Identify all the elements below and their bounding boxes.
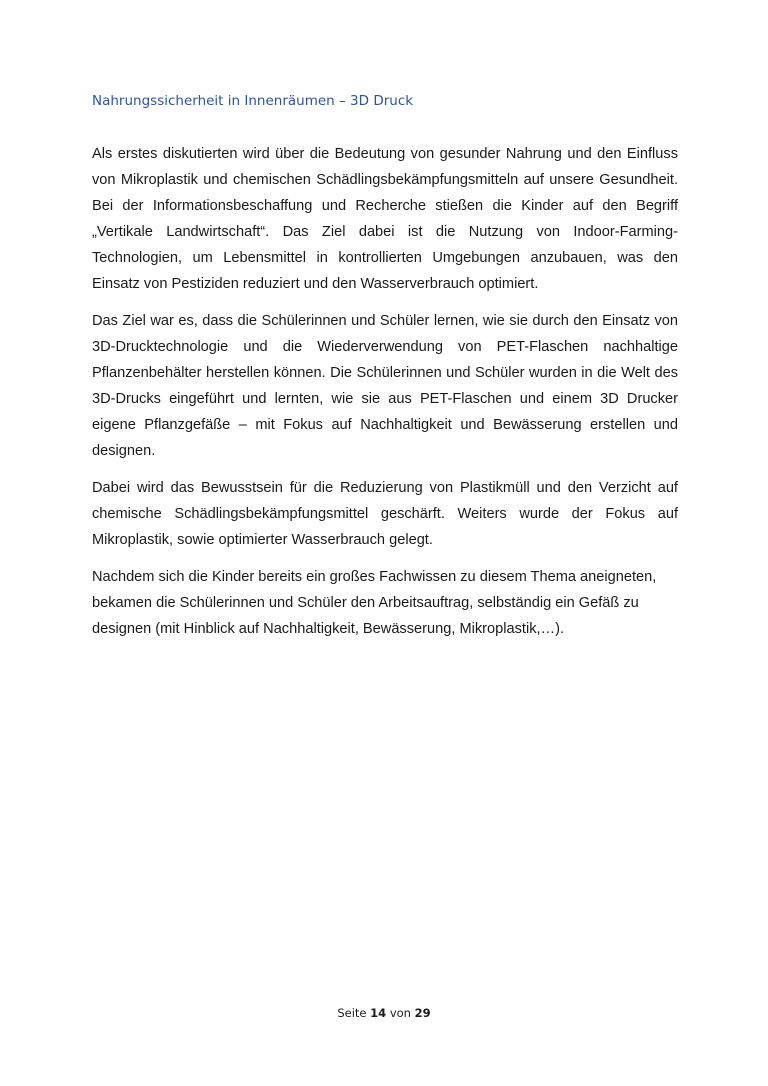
page-separator: von xyxy=(389,1006,411,1020)
paragraph-1: Als erstes diskutierten wird über die Bedeutung von gesunder Nahrung und den Einfluss von Mikroplastik und chemischen Schädlingsbekämpfungsmitteln auf unsere Gesundheit. Bei der Informationsbeschaffung und Recherche stießen die Kinder auf den Begriff „Vertikale Landwirtschaft“. Das Ziel dabei ist die Nutzung von Indoor-Farming-Technologien, um Lebensmittel in kontrollierten Umgebungen anzubauen, was den Einsatz von Pestiziden reduziert und den Wasserverbrauch optimiert. xyxy=(92,146,678,292)
section-heading: Nahrungssicherheit in Innenräumen – 3D Druck xyxy=(92,93,414,109)
current-page-number: 14 xyxy=(370,1006,387,1020)
total-page-count: 29 xyxy=(414,1006,431,1020)
paragraph-2: Das Ziel war es, dass die Schülerinnen und Schüler lernen, wie sie durch den Einsatz von 3D-Drucktechnologie und die Wiederverwendung von PET-Flaschen nachhaltige Pflanzenbehälter herstellen können. Die Schülerinnen und Schüler wurden in die Welt des 3D-Drucks eingeführt und lernten, wie sie aus PET-Flaschen und einem 3D Drucker eigene Pflanzgefäße – mit Fokus auf Nachhaltigkeit und Bewässerung erstellen und designen. xyxy=(92,313,678,459)
paragraph-4: Nachdem sich die Kinder bereits ein großes Fachwissen zu diesem Thema aneigneten, bekamen die Schülerinnen und Schüler den Arbeitsauftrag, selbständig ein Gefäß zu designen (mit Hinblick auf Nachhaltigkeit, Bewässerung, Mikroplastik,…). xyxy=(92,569,657,637)
paragraph-3: Dabei wird das Bewusstsein für die Reduzierung von Plastikmüll und den Verzicht auf chemische Schädlingsbekämpfungsmittel geschärft. Weiters wurde der Fokus auf Mikroplastik, sowie optimierter Wasserbrauch gelegt. xyxy=(92,480,678,548)
page-footer xyxy=(0,1006,768,1020)
page-label: Seite xyxy=(337,1006,367,1020)
body-text xyxy=(92,141,678,653)
